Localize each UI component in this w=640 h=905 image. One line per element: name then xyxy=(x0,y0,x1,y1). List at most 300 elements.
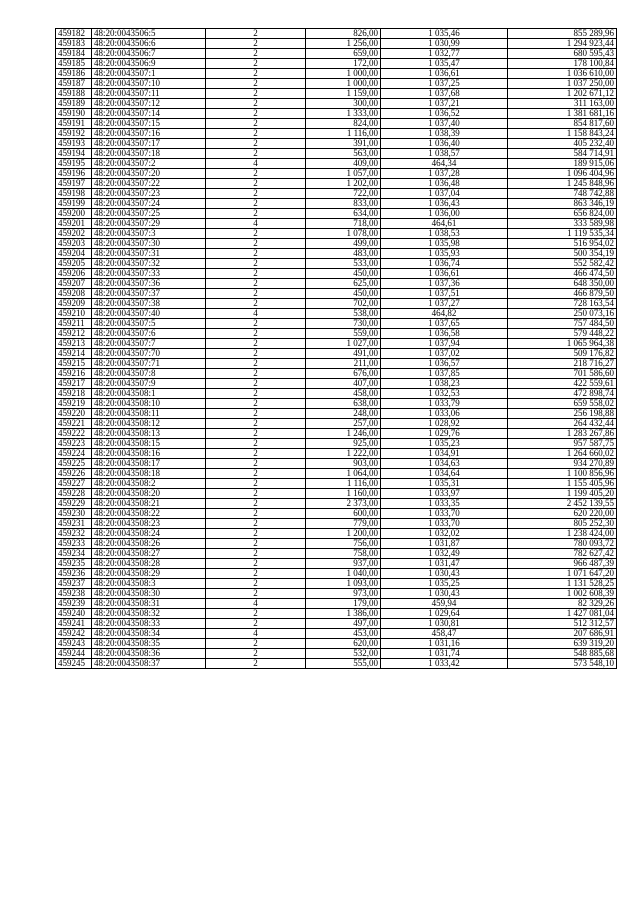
area-cell: 1 222,00 xyxy=(306,449,381,459)
cadastral-value-cell: 264 432,44 xyxy=(508,419,617,429)
cadastral-value-cell: 966 487,39 xyxy=(508,559,617,569)
cadastral-value-cell: 656 824,00 xyxy=(508,209,617,219)
cadastral-value-cell: 189 915,06 xyxy=(508,159,617,169)
table-row xyxy=(56,199,617,209)
specific-value-cell: 1 033,79 xyxy=(381,399,508,409)
specific-value-cell: 1 036,43 xyxy=(381,199,508,209)
type-code-cell: 2 xyxy=(206,99,306,109)
specific-value-cell: 1 038,23 xyxy=(381,379,508,389)
row-number-cell: 459186 xyxy=(56,69,92,79)
area-cell: 1 202,00 xyxy=(306,179,381,189)
table-row xyxy=(56,99,617,109)
cadastral-value-cell: 648 350,00 xyxy=(508,279,617,289)
row-number-cell: 459233 xyxy=(56,539,92,549)
cadastral-number-cell: 48:20:0043508:18 xyxy=(92,469,206,479)
specific-value-cell: 1 033,42 xyxy=(381,659,508,669)
specific-value-cell: 1 035,47 xyxy=(381,59,508,69)
cadastral-value-cell: 1 002 608,39 xyxy=(508,589,617,599)
table-row xyxy=(56,209,617,219)
type-code-cell: 2 xyxy=(206,239,306,249)
type-code-cell: 2 xyxy=(206,379,306,389)
area-cell: 824,00 xyxy=(306,119,381,129)
type-code-cell: 4 xyxy=(206,629,306,639)
area-cell: 1 256,00 xyxy=(306,39,381,49)
row-number-cell: 459232 xyxy=(56,529,92,539)
cadastral-value-cell: 620 220,00 xyxy=(508,509,617,519)
type-code-cell: 2 xyxy=(206,409,306,419)
table-row xyxy=(56,449,617,459)
table-row xyxy=(56,139,617,149)
type-code-cell: 2 xyxy=(206,499,306,509)
table-row xyxy=(56,279,617,289)
specific-value-cell: 1 032,53 xyxy=(381,389,508,399)
cadastral-number-cell: 48:20:0043508:10 xyxy=(92,399,206,409)
cadastral-value-cell: 934 270,89 xyxy=(508,459,617,469)
table-row xyxy=(56,529,617,539)
cadastral-number-cell: 48:20:0043508:11 xyxy=(92,409,206,419)
row-number-cell: 459192 xyxy=(56,129,92,139)
specific-value-cell: 464,61 xyxy=(381,219,508,229)
cadastral-value-cell: 1 294 923,44 xyxy=(508,39,617,49)
area-cell: 903,00 xyxy=(306,459,381,469)
table-row xyxy=(56,519,617,529)
type-code-cell: 2 xyxy=(206,429,306,439)
row-number-cell: 459239 xyxy=(56,599,92,609)
cadastral-number-cell: 48:20:0043508:26 xyxy=(92,539,206,549)
type-code-cell: 2 xyxy=(206,559,306,569)
type-code-cell: 2 xyxy=(206,619,306,629)
table-row xyxy=(56,119,617,129)
table-row xyxy=(56,239,617,249)
specific-value-cell: 1 036,40 xyxy=(381,139,508,149)
area-cell: 559,00 xyxy=(306,329,381,339)
specific-value-cell: 458,47 xyxy=(381,629,508,639)
row-number-cell: 459242 xyxy=(56,629,92,639)
specific-value-cell: 1 029,64 xyxy=(381,609,508,619)
table-row xyxy=(56,339,617,349)
cadastral-value-cell: 218 716,27 xyxy=(508,359,617,369)
cadastral-value-cell: 516 954,02 xyxy=(508,239,617,249)
cadastral-number-cell: 48:20:0043506:7 xyxy=(92,49,206,59)
table-row xyxy=(56,369,617,379)
type-code-cell: 2 xyxy=(206,169,306,179)
cadastral-value-cell: 250 073,16 xyxy=(508,309,617,319)
row-number-cell: 459201 xyxy=(56,219,92,229)
table-row xyxy=(56,109,617,119)
cadastral-number-cell: 48:20:0043507:6 xyxy=(92,329,206,339)
cadastral-number-cell: 48:20:0043508:15 xyxy=(92,439,206,449)
area-cell: 409,00 xyxy=(306,159,381,169)
area-cell: 676,00 xyxy=(306,369,381,379)
cadastral-number-cell: 48:20:0043507:31 xyxy=(92,249,206,259)
table-row xyxy=(56,639,617,649)
type-code-cell: 2 xyxy=(206,469,306,479)
area-cell: 499,00 xyxy=(306,239,381,249)
area-cell: 833,00 xyxy=(306,199,381,209)
cadastral-number-cell: 48:20:0043508:28 xyxy=(92,559,206,569)
specific-value-cell: 1 036,61 xyxy=(381,69,508,79)
area-cell: 563,00 xyxy=(306,149,381,159)
type-code-cell: 2 xyxy=(206,359,306,369)
specific-value-cell: 1 036,52 xyxy=(381,109,508,119)
type-code-cell: 2 xyxy=(206,339,306,349)
cadastral-value-cell: 509 176,82 xyxy=(508,349,617,359)
table-row xyxy=(56,129,617,139)
specific-value-cell: 1 033,70 xyxy=(381,519,508,529)
table-row xyxy=(56,39,617,49)
area-cell: 483,00 xyxy=(306,249,381,259)
specific-value-cell: 1 037,28 xyxy=(381,169,508,179)
cadastral-number-cell: 48:20:0043507:40 xyxy=(92,309,206,319)
area-cell: 450,00 xyxy=(306,269,381,279)
table-row xyxy=(56,159,617,169)
cadastral-value-cell: 805 252,30 xyxy=(508,519,617,529)
specific-value-cell: 1 037,65 xyxy=(381,319,508,329)
area-cell: 1 116,00 xyxy=(306,129,381,139)
area-cell: 1 027,00 xyxy=(306,339,381,349)
type-code-cell: 2 xyxy=(206,549,306,559)
cadastral-value-cell: 333 589,98 xyxy=(508,219,617,229)
cadastral-value-cell: 1 427 081,04 xyxy=(508,609,617,619)
row-number-cell: 459198 xyxy=(56,189,92,199)
row-number-cell: 459237 xyxy=(56,579,92,589)
cadastral-number-cell: 48:20:0043507:1 xyxy=(92,69,206,79)
row-number-cell: 459223 xyxy=(56,439,92,449)
type-code-cell: 2 xyxy=(206,609,306,619)
specific-value-cell: 1 037,94 xyxy=(381,339,508,349)
cadastral-number-cell: 48:20:0043507:25 xyxy=(92,209,206,219)
type-code-cell: 2 xyxy=(206,89,306,99)
table-row xyxy=(56,509,617,519)
type-code-cell: 2 xyxy=(206,479,306,489)
cadastral-value-cell: 1 037 250,00 xyxy=(508,79,617,89)
area-cell: 718,00 xyxy=(306,219,381,229)
area-cell: 2 373,00 xyxy=(306,499,381,509)
cadastral-value-cell: 500 354,19 xyxy=(508,249,617,259)
row-number-cell: 459230 xyxy=(56,509,92,519)
table-row xyxy=(56,59,617,69)
cadastral-value-table xyxy=(55,28,617,669)
type-code-cell: 2 xyxy=(206,149,306,159)
cadastral-number-cell: 48:20:0043507:71 xyxy=(92,359,206,369)
row-number-cell: 459182 xyxy=(56,29,92,39)
specific-value-cell: 1 035,23 xyxy=(381,439,508,449)
area-cell: 458,00 xyxy=(306,389,381,399)
type-code-cell: 4 xyxy=(206,599,306,609)
type-code-cell: 2 xyxy=(206,579,306,589)
row-number-cell: 459231 xyxy=(56,519,92,529)
table-row xyxy=(56,329,617,339)
table-row xyxy=(56,569,617,579)
area-cell: 453,00 xyxy=(306,629,381,639)
cadastral-value-cell: 512 312,57 xyxy=(508,619,617,629)
row-number-cell: 459191 xyxy=(56,119,92,129)
area-cell: 730,00 xyxy=(306,319,381,329)
area-cell: 532,00 xyxy=(306,649,381,659)
table-row xyxy=(56,269,617,279)
area-cell: 391,00 xyxy=(306,139,381,149)
table-row xyxy=(56,429,617,439)
cadastral-value-cell: 82 329,26 xyxy=(508,599,617,609)
row-number-cell: 459221 xyxy=(56,419,92,429)
area-cell: 1 040,00 xyxy=(306,569,381,579)
area-cell: 634,00 xyxy=(306,209,381,219)
cadastral-value-cell: 584 714,91 xyxy=(508,149,617,159)
cadastral-number-cell: 48:20:0043508:22 xyxy=(92,509,206,519)
specific-value-cell: 1 035,46 xyxy=(381,29,508,39)
type-code-cell: 2 xyxy=(206,529,306,539)
cadastral-number-cell: 48:20:0043507:8 xyxy=(92,369,206,379)
cadastral-value-cell: 780 093,72 xyxy=(508,539,617,549)
row-number-cell: 459212 xyxy=(56,329,92,339)
cadastral-value-cell: 680 595,43 xyxy=(508,49,617,59)
table-row xyxy=(56,89,617,99)
type-code-cell: 2 xyxy=(206,329,306,339)
cadastral-value-cell: 782 627,42 xyxy=(508,549,617,559)
specific-value-cell: 1 031,47 xyxy=(381,559,508,569)
specific-value-cell: 1 037,21 xyxy=(381,99,508,109)
specific-value-cell: 1 038,57 xyxy=(381,149,508,159)
row-number-cell: 459240 xyxy=(56,609,92,619)
type-code-cell: 2 xyxy=(206,639,306,649)
cadastral-number-cell: 48:20:0043508:24 xyxy=(92,529,206,539)
specific-value-cell: 1 034,64 xyxy=(381,469,508,479)
specific-value-cell: 1 029,76 xyxy=(381,429,508,439)
table-row xyxy=(56,619,617,629)
table-row xyxy=(56,489,617,499)
table-row xyxy=(56,659,617,669)
row-number-cell: 459216 xyxy=(56,369,92,379)
table-row xyxy=(56,299,617,309)
specific-value-cell: 1 033,97 xyxy=(381,489,508,499)
cadastral-number-cell: 48:20:0043508:29 xyxy=(92,569,206,579)
cadastral-value-cell: 207 686,91 xyxy=(508,629,617,639)
table-row xyxy=(56,549,617,559)
cadastral-number-cell: 48:20:0043507:37 xyxy=(92,289,206,299)
table-row xyxy=(56,29,617,39)
specific-value-cell: 1 036,74 xyxy=(381,259,508,269)
cadastral-number-cell: 48:20:0043507:30 xyxy=(92,239,206,249)
area-cell: 179,00 xyxy=(306,599,381,609)
table-row xyxy=(56,539,617,549)
table-row xyxy=(56,439,617,449)
row-number-cell: 459196 xyxy=(56,169,92,179)
cadastral-value-cell: 863 346,19 xyxy=(508,199,617,209)
row-number-cell: 459241 xyxy=(56,619,92,629)
type-code-cell: 2 xyxy=(206,49,306,59)
row-number-cell: 459236 xyxy=(56,569,92,579)
type-code-cell: 2 xyxy=(206,519,306,529)
cadastral-value-cell: 1 071 647,20 xyxy=(508,569,617,579)
cadastral-value-cell: 548 885,68 xyxy=(508,649,617,659)
area-cell: 937,00 xyxy=(306,559,381,569)
cadastral-number-cell: 48:20:0043508:17 xyxy=(92,459,206,469)
area-cell: 756,00 xyxy=(306,539,381,549)
cadastral-value-cell: 552 582,42 xyxy=(508,259,617,269)
area-cell: 625,00 xyxy=(306,279,381,289)
cadastral-number-cell: 48:20:0043507:20 xyxy=(92,169,206,179)
table-row xyxy=(56,69,617,79)
row-number-cell: 459214 xyxy=(56,349,92,359)
area-cell: 722,00 xyxy=(306,189,381,199)
row-number-cell: 459193 xyxy=(56,139,92,149)
type-code-cell: 2 xyxy=(206,289,306,299)
cadastral-number-cell: 48:20:0043507:12 xyxy=(92,99,206,109)
area-cell: 925,00 xyxy=(306,439,381,449)
cadastral-number-cell: 48:20:0043507:2 xyxy=(92,159,206,169)
cadastral-number-cell: 48:20:0043508:13 xyxy=(92,429,206,439)
type-code-cell: 2 xyxy=(206,659,306,669)
specific-value-cell: 1 035,25 xyxy=(381,579,508,589)
table-row xyxy=(56,459,617,469)
type-code-cell: 2 xyxy=(206,589,306,599)
table-row xyxy=(56,469,617,479)
type-code-cell: 2 xyxy=(206,399,306,409)
row-number-cell: 459203 xyxy=(56,239,92,249)
specific-value-cell: 1 031,74 xyxy=(381,649,508,659)
type-code-cell: 2 xyxy=(206,139,306,149)
cadastral-value-cell: 2 452 139,55 xyxy=(508,499,617,509)
area-cell: 1 093,00 xyxy=(306,579,381,589)
specific-value-cell: 1 036,61 xyxy=(381,269,508,279)
area-cell: 555,00 xyxy=(306,659,381,669)
cadastral-number-cell: 48:20:0043508:34 xyxy=(92,629,206,639)
cadastral-value-cell: 1 283 267,86 xyxy=(508,429,617,439)
cadastral-value-cell: 1 381 681,16 xyxy=(508,109,617,119)
cadastral-number-cell: 48:20:0043507:5 xyxy=(92,319,206,329)
type-code-cell: 2 xyxy=(206,349,306,359)
cadastral-value-cell: 757 484,50 xyxy=(508,319,617,329)
row-number-cell: 459211 xyxy=(56,319,92,329)
cadastral-value-cell: 1 096 404,96 xyxy=(508,169,617,179)
row-number-cell: 459210 xyxy=(56,309,92,319)
specific-value-cell: 1 030,99 xyxy=(381,39,508,49)
cadastral-number-cell: 48:20:0043507:29 xyxy=(92,219,206,229)
row-number-cell: 459204 xyxy=(56,249,92,259)
area-cell: 1 200,00 xyxy=(306,529,381,539)
row-number-cell: 459234 xyxy=(56,549,92,559)
type-code-cell: 2 xyxy=(206,119,306,129)
type-code-cell: 2 xyxy=(206,29,306,39)
cadastral-number-cell: 48:20:0043506:5 xyxy=(92,29,206,39)
area-cell: 450,00 xyxy=(306,289,381,299)
cadastral-number-cell: 48:20:0043508:21 xyxy=(92,499,206,509)
cadastral-value-cell: 422 559,61 xyxy=(508,379,617,389)
area-cell: 1 116,00 xyxy=(306,479,381,489)
area-cell: 538,00 xyxy=(306,309,381,319)
cadastral-number-cell: 48:20:0043508:37 xyxy=(92,659,206,669)
table-row xyxy=(56,499,617,509)
cadastral-number-cell: 48:20:0043507:24 xyxy=(92,199,206,209)
cadastral-value-cell: 1 202 671,12 xyxy=(508,89,617,99)
type-code-cell: 2 xyxy=(206,129,306,139)
row-number-cell: 459227 xyxy=(56,479,92,489)
row-number-cell: 459215 xyxy=(56,359,92,369)
area-cell: 779,00 xyxy=(306,519,381,529)
specific-value-cell: 1 030,81 xyxy=(381,619,508,629)
specific-value-cell: 1 031,87 xyxy=(381,539,508,549)
type-code-cell: 4 xyxy=(206,219,306,229)
cadastral-number-cell: 48:20:0043508:3 xyxy=(92,579,206,589)
specific-value-cell: 1 037,04 xyxy=(381,189,508,199)
type-code-cell: 2 xyxy=(206,649,306,659)
area-cell: 826,00 xyxy=(306,29,381,39)
cadastral-number-cell: 48:20:0043507:7 xyxy=(92,339,206,349)
type-code-cell: 2 xyxy=(206,59,306,69)
cadastral-value-cell: 748 742,88 xyxy=(508,189,617,199)
table-row xyxy=(56,319,617,329)
cadastral-number-cell: 48:20:0043508:30 xyxy=(92,589,206,599)
type-code-cell: 2 xyxy=(206,389,306,399)
cadastral-value-cell: 256 198,88 xyxy=(508,409,617,419)
row-number-cell: 459194 xyxy=(56,149,92,159)
specific-value-cell: 1 038,53 xyxy=(381,229,508,239)
area-cell: 1 000,00 xyxy=(306,79,381,89)
area-cell: 758,00 xyxy=(306,549,381,559)
area-cell: 1 064,00 xyxy=(306,469,381,479)
area-cell: 973,00 xyxy=(306,589,381,599)
cadastral-value-cell: 1 158 843,24 xyxy=(508,129,617,139)
area-cell: 172,00 xyxy=(306,59,381,69)
type-code-cell: 2 xyxy=(206,279,306,289)
row-number-cell: 459199 xyxy=(56,199,92,209)
specific-value-cell: 1 037,25 xyxy=(381,79,508,89)
cadastral-number-cell: 48:20:0043508:2 xyxy=(92,479,206,489)
row-number-cell: 459208 xyxy=(56,289,92,299)
cadastral-number-cell: 48:20:0043508:16 xyxy=(92,449,206,459)
cadastral-value-cell: 178 100,84 xyxy=(508,59,617,69)
row-number-cell: 459228 xyxy=(56,489,92,499)
row-number-cell: 459224 xyxy=(56,449,92,459)
table-row xyxy=(56,389,617,399)
table-row xyxy=(56,419,617,429)
cadastral-number-cell: 48:20:0043506:9 xyxy=(92,59,206,69)
cadastral-number-cell: 48:20:0043507:32 xyxy=(92,259,206,269)
row-number-cell: 459206 xyxy=(56,269,92,279)
specific-value-cell: 1 036,58 xyxy=(381,329,508,339)
row-number-cell: 459195 xyxy=(56,159,92,169)
type-code-cell: 2 xyxy=(206,459,306,469)
table-row xyxy=(56,629,617,639)
row-number-cell: 459209 xyxy=(56,299,92,309)
specific-value-cell: 1 034,91 xyxy=(381,449,508,459)
table-row xyxy=(56,589,617,599)
cadastral-number-cell: 48:20:0043508:33 xyxy=(92,619,206,629)
cadastral-value-cell: 854 817,60 xyxy=(508,119,617,129)
row-number-cell: 459184 xyxy=(56,49,92,59)
cadastral-value-cell: 639 319,20 xyxy=(508,639,617,649)
type-code-cell: 2 xyxy=(206,39,306,49)
cadastral-number-cell: 48:20:0043507:14 xyxy=(92,109,206,119)
cadastral-number-cell: 48:20:0043507:70 xyxy=(92,349,206,359)
cadastral-value-cell: 659 558,02 xyxy=(508,399,617,409)
table-row xyxy=(56,49,617,59)
cadastral-value-cell: 1 100 856,96 xyxy=(508,469,617,479)
specific-value-cell: 1 036,00 xyxy=(381,209,508,219)
cadastral-number-cell: 48:20:0043507:23 xyxy=(92,189,206,199)
cadastral-number-cell: 48:20:0043508:36 xyxy=(92,649,206,659)
cadastral-number-cell: 48:20:0043507:15 xyxy=(92,119,206,129)
cadastral-number-cell: 48:20:0043507:18 xyxy=(92,149,206,159)
cadastral-value-cell: 466 879,50 xyxy=(508,289,617,299)
cadastral-value-cell: 1 238 424,00 xyxy=(508,529,617,539)
table-row xyxy=(56,399,617,409)
row-number-cell: 459189 xyxy=(56,99,92,109)
specific-value-cell: 1 032,49 xyxy=(381,549,508,559)
cadastral-number-cell: 48:20:0043508:35 xyxy=(92,639,206,649)
cadastral-value-cell: 311 163,00 xyxy=(508,99,617,109)
table-row xyxy=(56,179,617,189)
